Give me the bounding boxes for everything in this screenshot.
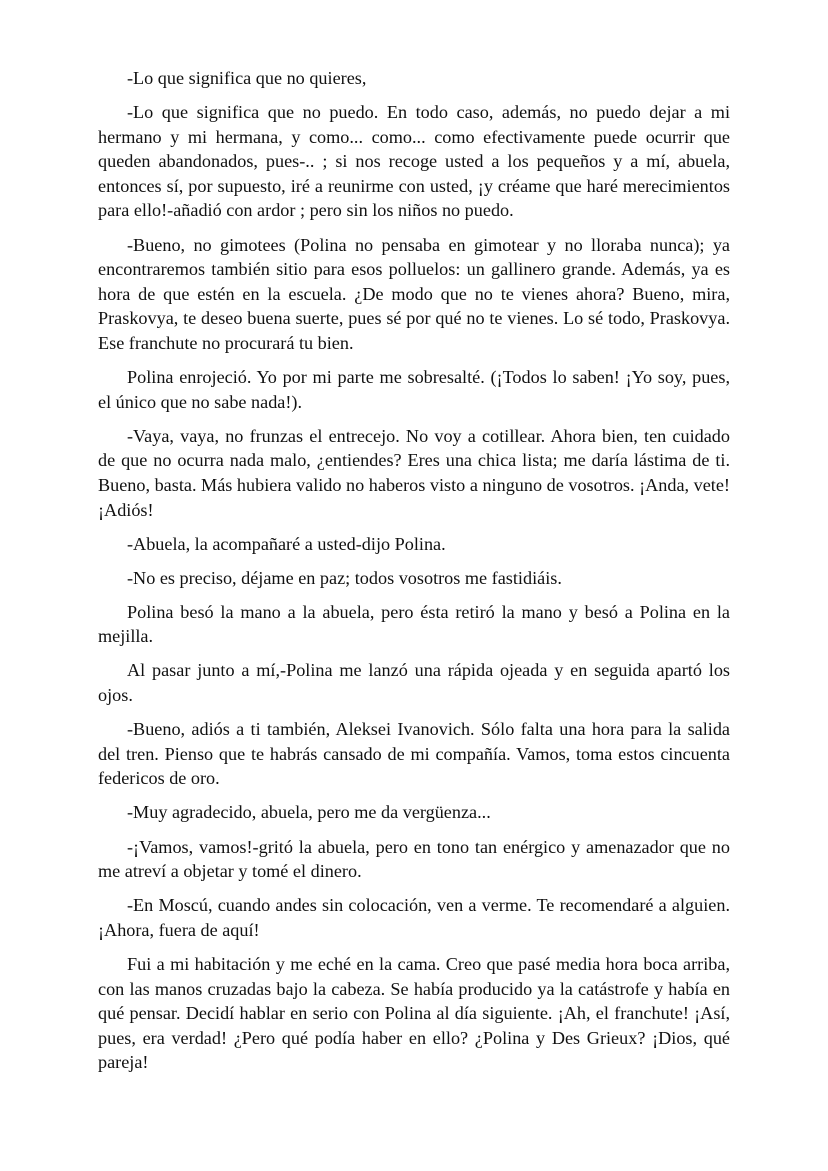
paragraph: -Abuela, la acompañaré a usted-dijo Polina. (127, 533, 446, 554)
paragraph: Polina enrojeció. Yo por mi parte me sobresalté. (¡Todos lo saben! ¡Yo soy, pues, el único que no sabe nada!). (98, 367, 730, 412)
paragraph: -¡Vamos, vamos!-gritó la abuela, pero en tono tan enérgico y amenazador que no me atreví a objetar y tomé el dinero. (98, 836, 730, 882)
paragraph: -Muy agradecido, abuela, pero me da vergüenza... (127, 802, 491, 823)
paragraph: -No es preciso, déjame en paz; todos vosotros me fastidiáis. (127, 567, 562, 588)
paragraph: -Bueno, adiós a ti también, Aleksei Ivanovich. Sólo falta una hora para la salida del tren. Pienso que te habrás cansado de mi compañía. Vamos, toma estos cincuenta federicos de oro. (98, 719, 730, 789)
paragraph: -En Moscú, cuando andes sin colocación, ven a verme. Te recomendaré a alguien. ¡Ahora, fuera de aquí! (98, 895, 730, 940)
paragraph: Al pasar junto a mí,-Polina me lanzó una rápida ojeada y en seguida apartó los ojos. (98, 660, 730, 706)
paragraph: -Lo que significa que no puedo. En todo caso, además, no puedo dejar a mi hermano y mi hermana, y como... como... como efectivamente puede ocurrir que queden abandonados, pues-.. ; si nos recoge usted a los pequeños y a mí, abuela, entonces sí, por supuesto, iré a reunirme con usted, ¡y créame que haré merecimientos para ello!-añadió con ardor ; pero sin los niños no puedo. (98, 102, 730, 221)
paragraph: -Lo que significa que no quieres, (127, 68, 367, 88)
paragraph: Polina besó la mano a la abuela, pero ésta retiró la mano y besó a Polina en la mejilla. (98, 601, 730, 647)
document-page (98, 66, 730, 1084)
paragraph: Fui a mi habitación y me eché en la cama. Creo que pasé media hora boca arriba, con las manos cruzadas bajo la cabeza. Se había producido ya la catástrofe y había en qué pensar. Decidí hablar en serio con Polina al día siguiente. ¡Ah, el franchute! ¡Así, pues, era verdad! ¿Pero qué podía haber en ello? ¿Polina y Des Grieux? ¡Dios, qué pareja! (98, 953, 730, 1073)
paragraph: -Bueno, no gimotees (Polina no pensaba en gimotear y no lloraba nunca); ya encontraremos también sitio para esos polluelos: un gallinero grande. Además, ya es hora de que estén en la escuela. ¿De modo que no te vienes ahora? Bueno, mira, Praskovya, te deseo buena suerte, pues sé por qué no te vienes. Lo sé todo, Praskovya. Ese franchute no procurará tu bien. (98, 234, 730, 353)
paragraph: -Vaya, vaya, no frunzas el entrecejo. No voy a cotillear. Ahora bien, ten cuidado de que no ocurra nada malo, ¿entiendes? Eres una chica lista; me daría lástima de ti. Bueno, basta. Más hubiera valido no haberos visto a ninguno de vosotros. ¡Anda, vete! ¡Adiós! (98, 425, 730, 520)
